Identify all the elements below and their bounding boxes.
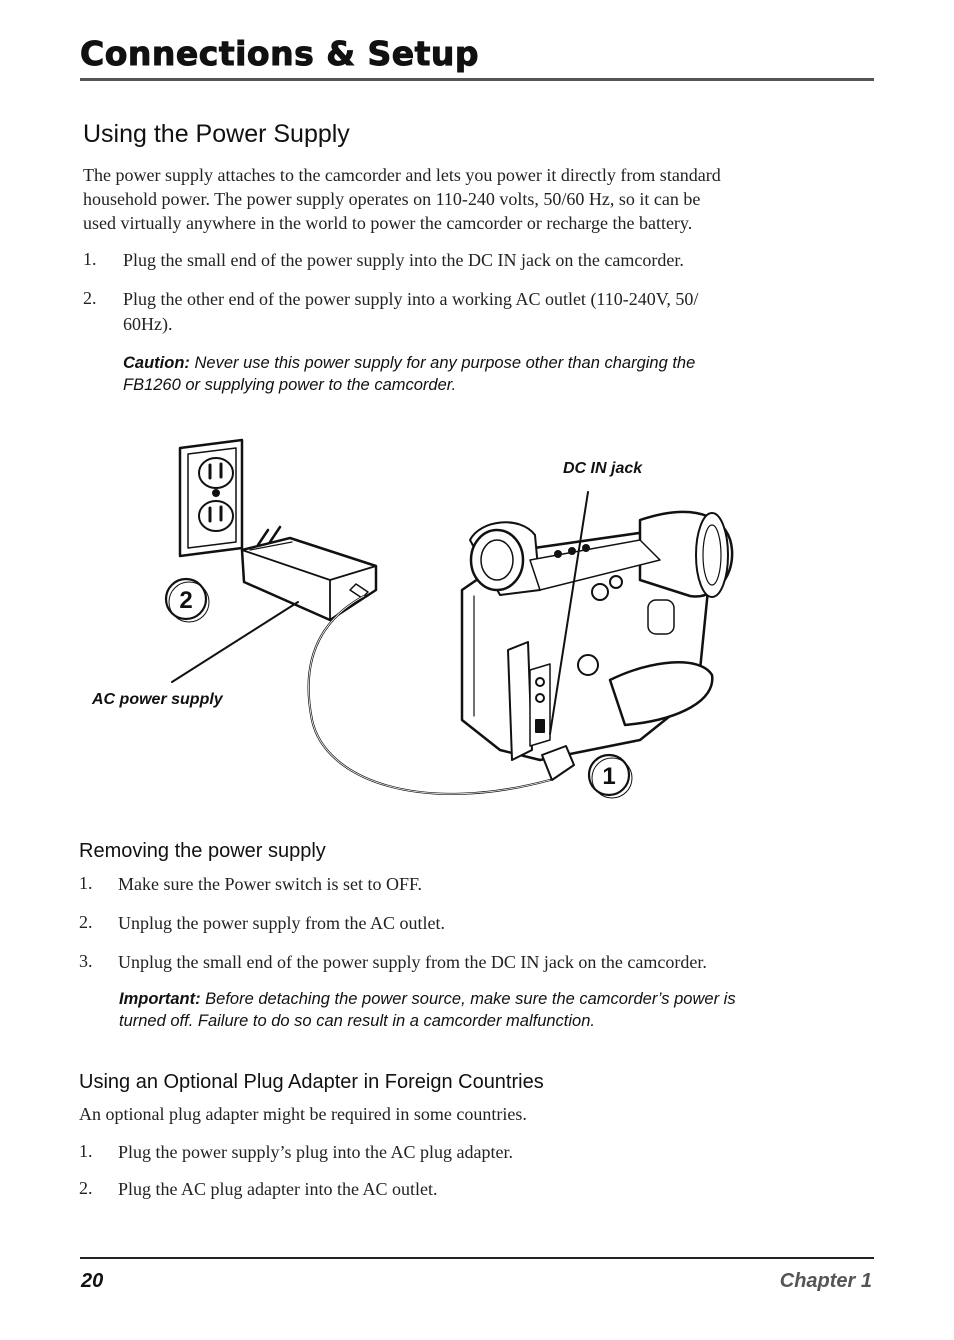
important-note xyxy=(119,988,736,1032)
important-text: Before detaching the power source, make sure the camcorder’s power is xyxy=(200,990,736,1008)
ac-adapter-illustration xyxy=(242,527,376,620)
step-text xyxy=(123,287,698,337)
adapter-intro: An optional plug adapter might be required in some countries. xyxy=(79,1104,527,1124)
step-number: 2. xyxy=(79,1178,93,1198)
step-line: 60Hz). xyxy=(123,314,173,334)
wall-outlet-illustration xyxy=(180,440,242,556)
step-number: 2. xyxy=(79,912,93,932)
footer-rule xyxy=(80,1257,874,1259)
intro-paragraph xyxy=(83,163,721,235)
callout-2: 2 xyxy=(179,587,193,614)
step-number: 2. xyxy=(83,288,97,308)
important-label: Important: xyxy=(119,990,201,1008)
caution-note xyxy=(123,352,695,396)
dc-in-jack-label: DC IN jack xyxy=(563,460,643,477)
caution-text: FB1260 or supplying power to the camcorder. xyxy=(123,376,457,394)
caution-label: Caution: xyxy=(123,354,190,372)
page-title: Connections & Setup xyxy=(80,34,480,73)
step-text: Unplug the power supply from the AC outlet. xyxy=(118,913,445,933)
step-text: Plug the AC plug adapter into the AC outlet. xyxy=(118,1179,438,1199)
step-line: Plug the small end of the power supply into the DC IN jack on the camcorder. xyxy=(123,250,684,270)
page-number: 20 xyxy=(81,1270,104,1292)
step-number: 1. xyxy=(79,1141,93,1161)
camcorder-illustration xyxy=(462,512,732,780)
header-rule xyxy=(80,78,874,81)
section-heading-power-supply: Using the Power Supply xyxy=(83,120,350,148)
caution-text: Never use this power supply for any purpose other than charging the xyxy=(189,354,696,372)
callout-1: 1 xyxy=(602,763,616,790)
step-number: 3. xyxy=(79,951,93,971)
intro-line: used virtually anywhere in the world to power the camcorder or recharge the battery. xyxy=(83,213,693,233)
step-number: 1. xyxy=(79,873,93,893)
step-line: Plug the other end of the power supply into a working AC outlet (110-240V, 50/ xyxy=(123,289,699,309)
step-text: Unplug the small end of the power supply from the DC IN jack on the camcorder. xyxy=(118,952,707,972)
step-text: Plug the power supply’s plug into the AC plug adapter. xyxy=(118,1142,513,1162)
intro-line: household power. The power supply operates on 110-240 volts, 50/60 Hz, so it can be xyxy=(83,189,701,209)
step-number: 1. xyxy=(83,249,97,269)
section-heading-removing: Removing the power supply xyxy=(79,840,326,862)
section-heading-plug-adapter: Using an Optional Plug Adapter in Foreign Countries xyxy=(79,1071,544,1093)
ac-power-supply-label: AC power supply xyxy=(92,691,223,708)
intro-line: The power supply attaches to the camcorder and lets you power it directly from standard xyxy=(83,165,721,185)
chapter-label: Chapter 1 xyxy=(779,1270,872,1292)
power-supply-diagram xyxy=(0,420,954,820)
important-text: turned off. Failure to do so can result in a camcorder malfunction. xyxy=(119,1012,595,1030)
step-text: Make sure the Power switch is set to OFF. xyxy=(118,874,423,894)
step-text xyxy=(123,248,684,273)
